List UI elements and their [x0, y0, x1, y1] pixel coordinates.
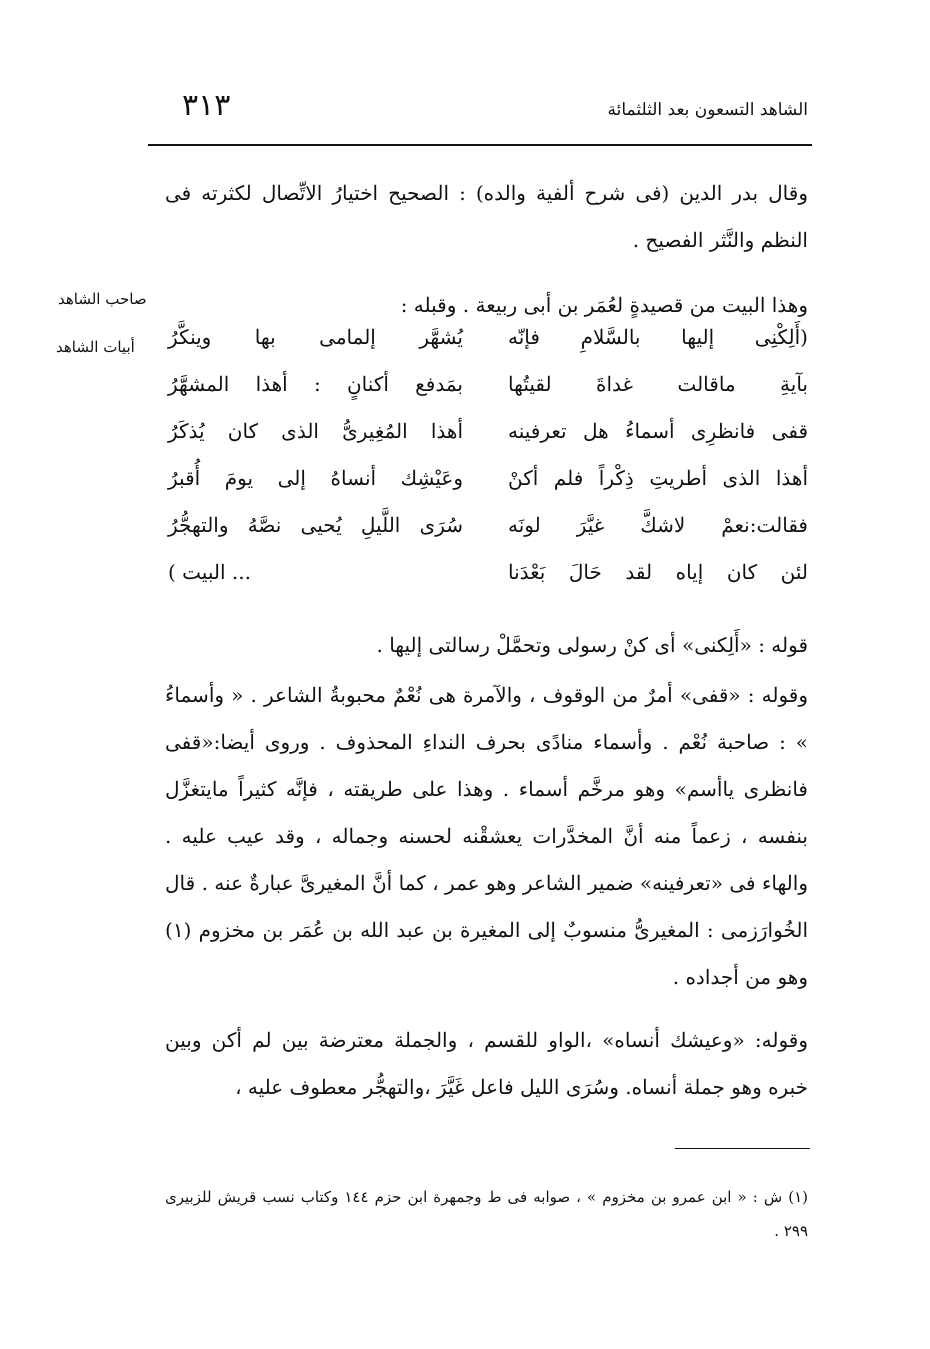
paragraph-badr-al-din: وقال بدر الدين (فى شرح ألفية والده) : الصحيح اختيارُ الاتِّصال لكثرته فى النظم والنَّثر الفصيح .: [165, 181, 808, 252]
poem-first-hemistich: قفى فانظرِى أسماءُ هل تعرفينه: [508, 419, 808, 443]
running-header-title: الشاهد التسعون بعد الثلثمائة: [607, 100, 808, 120]
poem-block: [150, 325, 808, 607]
poem-second-hemistich: سُرَى اللَّيلِ يُحيى نصَّهُ والتهجُّرُ: [168, 513, 463, 537]
poem-line: [150, 419, 808, 466]
margin-note-owner: صاحب الشاهد: [58, 290, 147, 308]
poem-second-hemistich: وعَيْشِك أنساهُ إلى يومَ أُقبرُ: [168, 466, 463, 490]
poem-first-hemistich: (أَلِكْنِى إليها بالسَّلامِ فإنّه: [508, 325, 808, 349]
page-number: ٣١٣: [182, 88, 231, 123]
poem-line: [150, 513, 808, 560]
header-rule: [148, 144, 812, 146]
poem-line: [150, 560, 808, 607]
paragraph-alikni: قوله : «أَلِكنى» أى كنْ رسولى وتحمَّلْ رسالتى إليها .: [376, 633, 808, 657]
footnote: (١) ش : « ابن عمرو بن مخزوم » ، صوابه فى ط وجمهرة ابن حزم ١٤٤ وكتاب نسب قريش للزبيرى ٢٩٩ .: [165, 1188, 808, 1240]
paragraph-poem-intro: وهذا البيت من قصيدةٍ لعُمَر بن أبى ربيعة . وقبله :: [400, 293, 808, 317]
poem-line: [150, 466, 808, 513]
poem-first-hemistich: لئن كان إياه لقد حَالَ بَعْدَنا: [508, 560, 808, 584]
poem-second-hemistich: بمَدفع أكنانٍ : أهذا المشهَّرُ: [168, 372, 463, 396]
poem-first-hemistich: بآيةِ ماقالت غداةَ لقيتُها: [508, 372, 808, 396]
poem-first-hemistich: فقالت:نعمْ لاشكَّ غيَّرَ لونَه: [508, 513, 808, 537]
poem-second-hemistich: أهذا المُغِيرىُّ الذى كان يُذكَرُ: [168, 419, 463, 443]
paragraph-wa-ayshik: وقوله: «وعيشك أنساه» ،الواو للقسم ، والجملة معترضة بين لم أكن وبين خبره وهو جملة أنساه. وسُرَى الليل فاعل غَيَّرَ ،والتهجُّر معطوف عليه ،: [165, 1028, 808, 1099]
poem-line: [150, 372, 808, 419]
poem-second-hemistich: يُشهَّر إلمامى بها وينكَّرُ: [168, 325, 463, 349]
margin-note-verses: أبيات الشاهد: [56, 338, 135, 356]
poem-second-hemistich: ... البيت ): [168, 560, 251, 584]
poem-first-hemistich: أهذا الذى أطريتِ ذِكْراً فلم أكنْ: [508, 466, 808, 490]
footnote-rule: [675, 1148, 810, 1149]
paragraph-qifi: وقوله : «قفى» أمرٌ من الوقوف ، والآمرة هى نُعْمٌ محبوبةُ الشاعر . « وأسماءُ » : صاحبة نُعْم . وأسماء منادًى بحرف النداءِ المحذوف . وروى أيضا:«قفى فانظرى ياأسم» وهو مرخَّم أسماء . وهذا على طريقته ، فإنَّه كثيراً مايتغزَّل بنفسه ، زعماً منه أنَّ المخدَّرات يعشقْنه لحسنه وجماله ، وقد عيب عليه . والهاء فى «تعرفينه» ضمير الشاعر وهو عمر ، كما أنَّ المغيرىَّ عبارةٌ عنه . قال الخُوارَزمى : المغيرىُّ منسوبٌ إلى المغيرة بن عبد الله بن عُمَر بن مخزوم (١) وهو من أجداده .: [165, 683, 808, 989]
poem-line: [150, 325, 808, 372]
